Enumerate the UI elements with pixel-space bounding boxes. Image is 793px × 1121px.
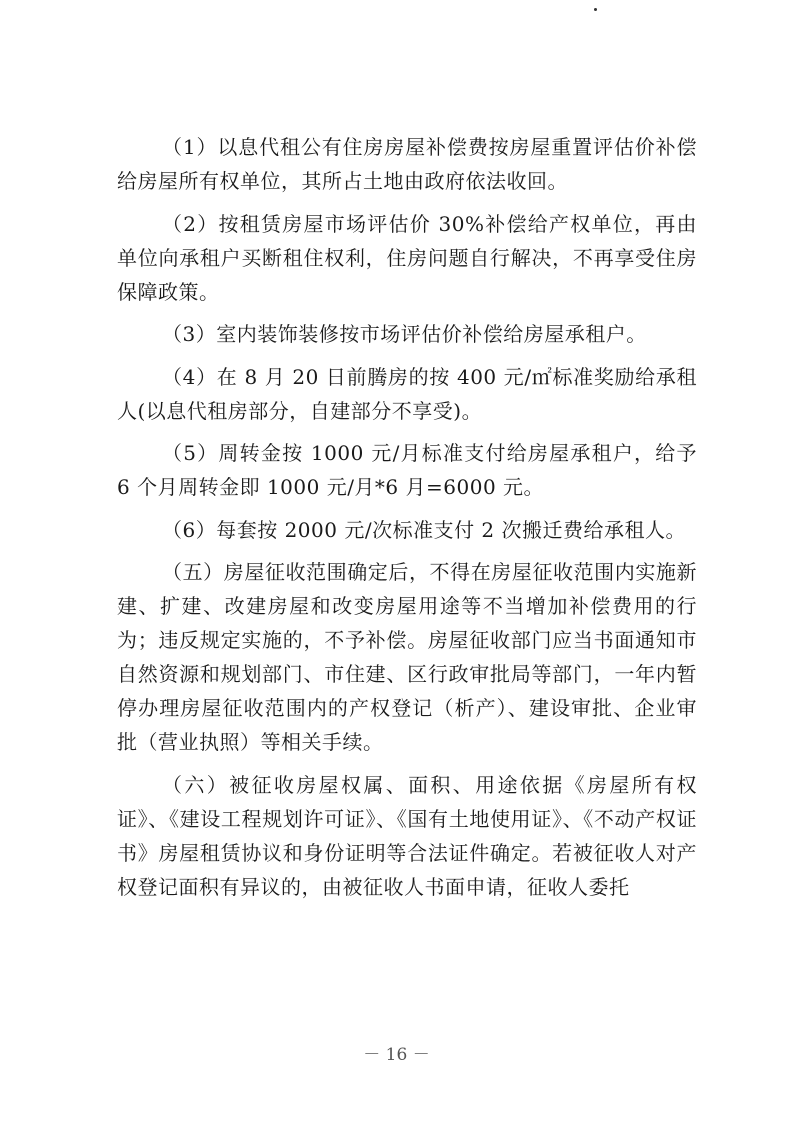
paragraph-7: （五）房屋征收范围确定后，不得在房屋征收范围内实施新建、扩建、改建房屋和改变房屋用途等不当增加补偿费用的行为；违反规定实施的，不予补偿。房屋征收部门应当书面通知市自然资源和规划部门、市住建、区行政审批局等部门，一年内暂停办理房屋征收范围内的产权登记（析产）、建设审批、企业审批（营业执照）等相关手续。	[117, 560, 697, 754]
paragraph-6: （6）每套按 2000 元/次标准支付 2 次搬迁费给承租人。	[162, 517, 687, 542]
paragraph-1: （1）以息代租公有住房房屋补偿费按房屋重置评估价补偿给房屋所有权单位，其所占土地由政府依法收回。	[117, 135, 697, 193]
paragraph-5: （5）周转金按 1000 元/月标准支付给房屋承租户，给予 6 个月周转金即 1000 元/月*6 月=6000 元。	[117, 441, 697, 499]
paragraph-2: （2）按租赁房屋市场评估价 30%补偿给产权单位，再由单位向承租户买断租住权利，住房问题自行解决，不再享受住房保障政策。	[117, 211, 697, 304]
page-number: － 16 －	[363, 1045, 430, 1065]
paragraph-4: （4）在 8 月 20 日前腾房的按 400 元/㎡标准奖励给承租人(以息代租房部分，自建部分不享受)。	[117, 364, 697, 423]
paragraph-8: （六）被征收房屋权属、面积、用途依据《房屋所有权证》、《建设工程规划许可证》、《国有土地使用证》、《不动产权证书》房屋租赁协议和身份证明等合法证件确定。若被征收人对产权登记面积有异议的，由被征收人书面申请，征收人委托	[117, 772, 697, 899]
paragraph-3: （3）室内装饰装修按市场评估价补偿给房屋承租户。	[162, 322, 647, 346]
scan-speck	[594, 8, 597, 11]
document-body	[117, 130, 697, 912]
